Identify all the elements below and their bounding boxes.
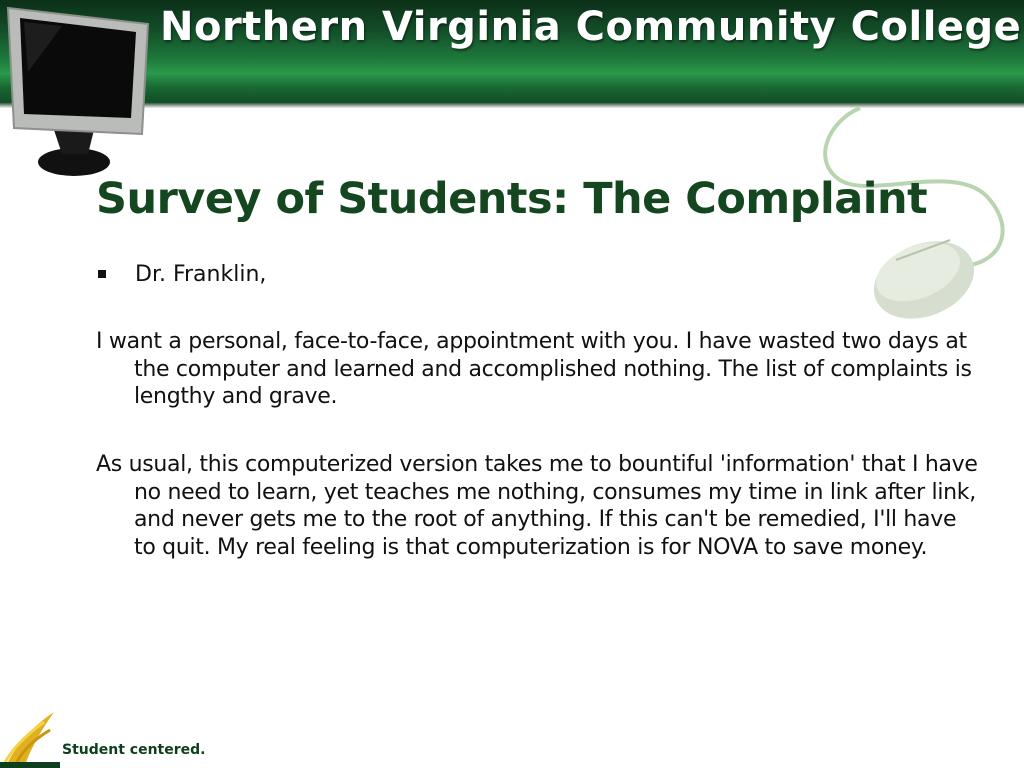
paragraph-2: As usual, this computerized version takes me to bountiful 'information' that I have no need to learn, yet teaches me nothing, consumes my time in link after link, and never gets me to the root of anything. If this can't be remedied, I'll have to quit. My real feeling is that computerization is for NOVA to save money. [96,452,978,560]
footer-tagline: Student centered. [62,742,206,758]
college-logo-icon [0,706,60,768]
bullet-text: Dr. Franklin, [135,261,267,287]
college-name: Northern Virginia Community College [160,4,1022,50]
paragraph-1: I want a personal, face-to-face, appointment with you. I have wasted two days at the computer and learned and accomplished nothing. The list of complaints is lengthy and grave. [96,329,972,409]
square-bullet-icon [98,270,106,278]
computer-monitor-icon [2,2,152,182]
slide-title: Survey of Students: The Complaint [96,174,928,224]
bullet-item [96,258,266,290]
header-banner [0,0,1024,108]
